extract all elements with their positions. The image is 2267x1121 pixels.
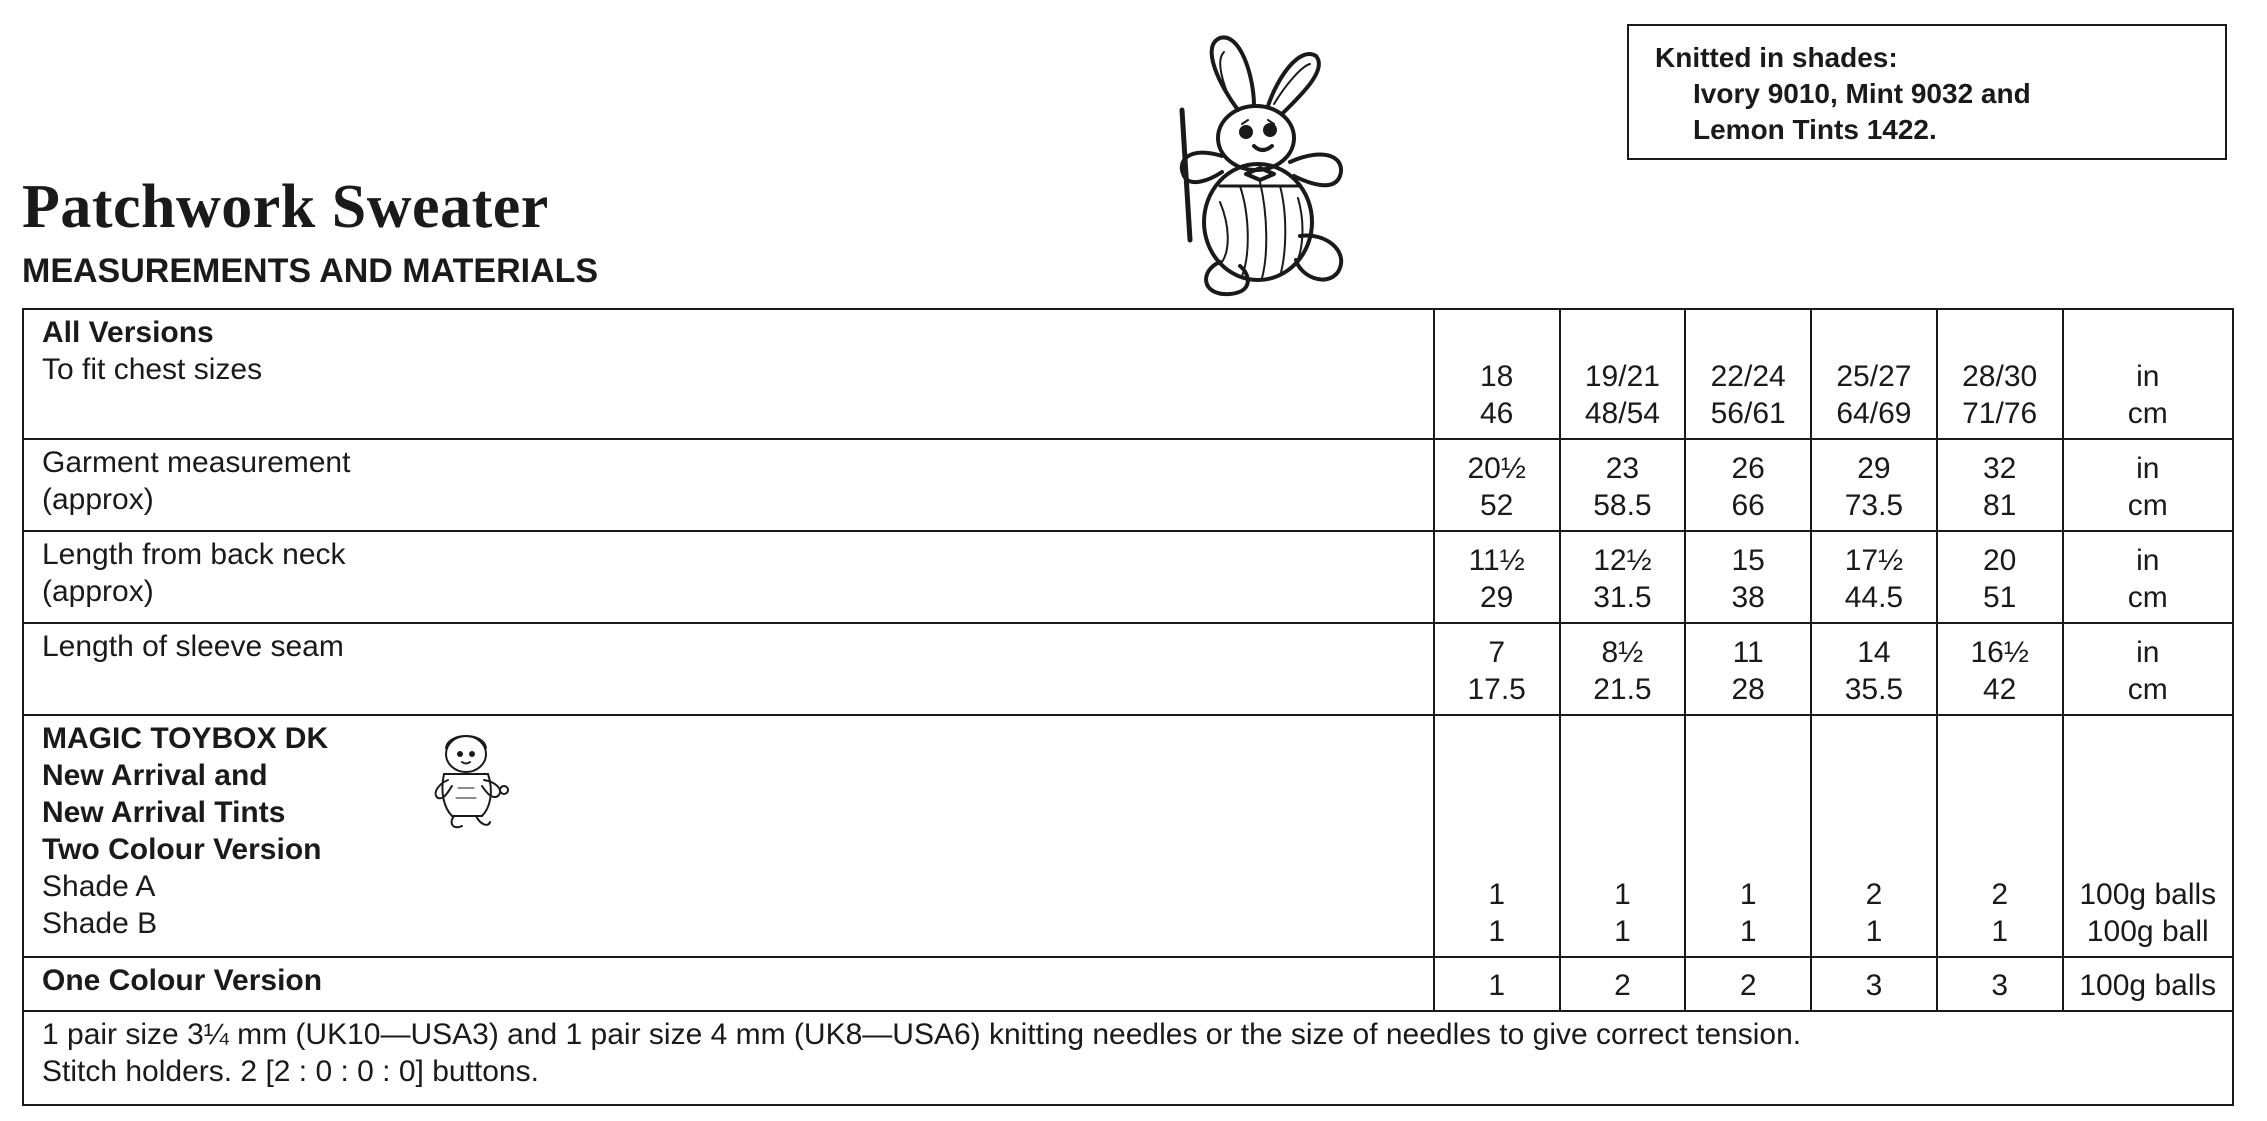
value-cell: 16½ 42 [1937, 623, 2063, 715]
value-cell: 7 17.5 [1434, 623, 1560, 715]
value-cell: 14 35.5 [1811, 623, 1937, 715]
yarn-brand: MAGIC TOYBOX DK [42, 722, 329, 755]
value-cell: 26 66 [1685, 439, 1811, 531]
value-cell: 18 46 [1434, 309, 1560, 439]
page-subtitle: MEASUREMENTS AND MATERIALS [22, 252, 599, 290]
baby-doll-illustration-icon [418, 728, 518, 832]
value-cell: 17½ 44.5 [1811, 531, 1937, 623]
value-cell: 2 1 [1811, 715, 1937, 957]
row-label [23, 309, 1434, 439]
value-cell: 1 1 [1560, 715, 1686, 957]
shade-b-label: Shade B [42, 907, 158, 940]
value-cell: 3 [1937, 957, 2063, 1011]
value-cell: 2 1 [1937, 715, 2063, 957]
table-row-garment [23, 439, 2233, 531]
table-row-one-colour [23, 957, 2233, 1011]
page-title: Patchwork Sweater [22, 173, 549, 241]
table-row-chest [23, 309, 2233, 439]
unit-cell: in cm [2063, 531, 2233, 623]
value-cell: 2 [1685, 957, 1811, 1011]
table-row-yarn [23, 715, 2233, 957]
shades-line-2: Lemon Tints 1422. [1693, 114, 1937, 145]
unit-cell: in cm [2063, 439, 2233, 531]
chest-label: To fit chest sizes [42, 353, 263, 386]
shades-line-1: Ivory 9010, Mint 9032 and [1693, 78, 2031, 109]
one-colour-label: One Colour Version [23, 957, 1434, 1011]
value-cell: 29 73.5 [1811, 439, 1937, 531]
value-cell: 22/24 56/61 [1685, 309, 1811, 439]
row-label: Length from back neck (approx) [23, 531, 1434, 623]
value-cell: 11 28 [1685, 623, 1811, 715]
measurements-table [22, 308, 2234, 1106]
shades-heading: Knitted in shades: [1655, 42, 1898, 73]
shades-info-box [1627, 24, 2227, 160]
value-cell: 20½ 52 [1434, 439, 1560, 531]
value-cell: 25/27 64/69 [1811, 309, 1937, 439]
two-colour-heading: Two Colour Version [42, 833, 322, 866]
value-cell: 23 58.5 [1560, 439, 1686, 531]
value-cell: 1 1 [1434, 715, 1560, 957]
value-cell: 12½ 31.5 [1560, 531, 1686, 623]
table-row-length [23, 531, 2233, 623]
all-versions-heading: All Versions [42, 316, 214, 349]
row-label: MAGIC TOYBOX DK New Arrival and New Arrival Tints Two Colour Version Shade A Shade B [23, 715, 1434, 957]
value-cell: 8½ 21.5 [1560, 623, 1686, 715]
table-row-notes [23, 1011, 2233, 1105]
value-cell: 11½ 29 [1434, 531, 1560, 623]
unit-cell: in cm [2063, 623, 2233, 715]
value-cell: 20 51 [1937, 531, 2063, 623]
value-cell: 15 38 [1685, 531, 1811, 623]
value-cell: 1 [1434, 957, 1560, 1011]
unit-cell: 100g balls [2063, 957, 2233, 1011]
row-label: Garment measurement (approx) [23, 439, 1434, 531]
value-cell: 3 [1811, 957, 1937, 1011]
needles-note: 1 pair size 3¼ mm (UK10—USA3) and 1 pair size 4 mm (UK8—USA6) knitting needles or the size of needles to give correct tension. [42, 1018, 1802, 1051]
unit-cell: in cm [2063, 309, 2233, 439]
bunny-illustration-icon [1150, 26, 1380, 302]
buttons-note: Stitch holders. 2 [2 : 0 : 0 : 0] buttons. [42, 1055, 539, 1088]
row-label: Length of sleeve seam [23, 623, 1434, 715]
shade-a-label: Shade A [42, 870, 156, 903]
unit-cell: 100g balls 100g ball [2063, 715, 2233, 957]
notes-cell [23, 1011, 2233, 1105]
table-row-sleeve [23, 623, 2233, 715]
value-cell: 1 1 [1685, 715, 1811, 957]
value-cell: 32 81 [1937, 439, 2063, 531]
value-cell: 2 [1560, 957, 1686, 1011]
value-cell: 28/30 71/76 [1937, 309, 2063, 439]
value-cell: 19/21 48/54 [1560, 309, 1686, 439]
